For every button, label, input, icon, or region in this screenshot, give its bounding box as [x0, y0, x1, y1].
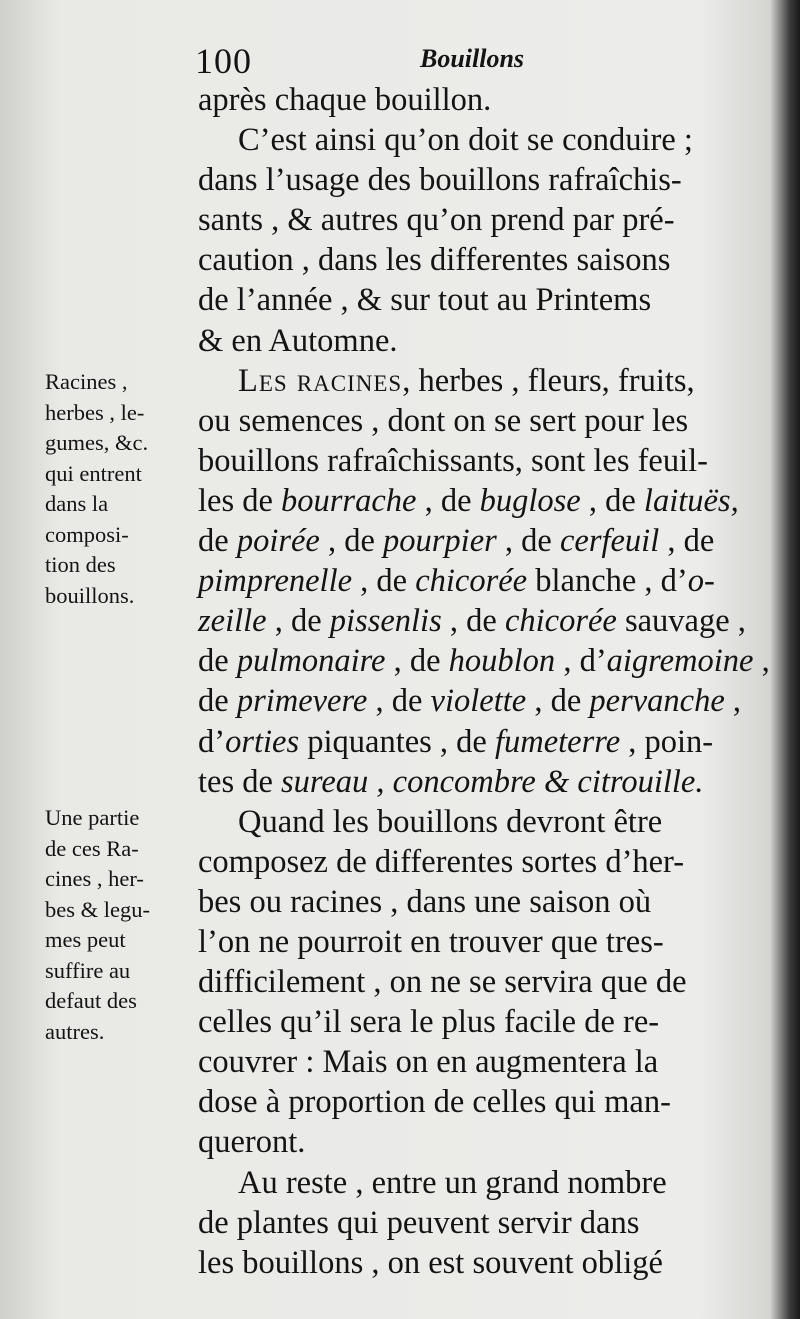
text-run: , de: [266, 603, 330, 640]
text-line: [198, 481, 758, 521]
margin-note-racines: [45, 367, 195, 611]
margin-note-line: qui entrent: [45, 460, 142, 486]
italic-run: pimprenelle: [198, 563, 353, 600]
paragraph-start: C’est ainsi qu’on doit se conduire ;: [238, 122, 693, 159]
margin-note-line: mes peut: [45, 927, 126, 952]
text-run: de: [198, 523, 237, 560]
italic-run: houblon: [448, 643, 556, 680]
italic-run: buglose: [479, 482, 581, 519]
text-line: dose à proportion de celles qui man-: [198, 1084, 671, 1121]
text-run: , de: [367, 683, 431, 720]
paragraph-start: [198, 361, 758, 401]
text-line: de l’année , & sur tout au Printems: [198, 282, 652, 319]
text-run: , de: [385, 643, 449, 680]
text-line: composez de differentes sortes d’her-: [198, 843, 685, 880]
text-run: d’: [198, 723, 226, 760]
text-line: [198, 601, 758, 641]
text-line: [198, 561, 758, 601]
text-run: , herbes , fleurs, fruits,: [402, 362, 695, 399]
text-run: , de: [580, 482, 644, 519]
italic-run: fumeterre: [494, 723, 621, 760]
text-line: bes ou racines , dans une saison où: [198, 883, 652, 920]
italic-run: pourpier: [383, 523, 497, 560]
margin-note-line: de ces Ra-: [45, 835, 139, 861]
margin-note-line: herbes , le-: [45, 399, 145, 425]
italic-run: poirée: [236, 523, 320, 560]
italic-run: zeille: [198, 603, 267, 640]
margin-note-line: dans la: [45, 491, 109, 516]
text-run: , de: [416, 482, 480, 519]
text-run: , de: [319, 523, 384, 560]
margin-note-line: cines , her-: [45, 866, 144, 891]
small-caps-lead: Les racines: [238, 362, 403, 399]
italic-run: sureau , concombre & citrouille.: [281, 763, 704, 800]
margin-note-line: Une partie: [45, 805, 140, 830]
text-line: sants , & autres qu’on prend par pré-: [198, 202, 675, 239]
text-run: , de: [441, 603, 505, 640]
italic-run: primevere: [236, 683, 368, 720]
margin-note-line: Racines ,: [45, 369, 128, 394]
text-run: , de: [659, 523, 715, 560]
text-run: de: [198, 643, 237, 680]
italic-run: pervanche: [589, 683, 725, 720]
text-run: , de: [496, 523, 560, 560]
text-run: sauvage ,: [616, 603, 746, 640]
text-run: , de: [352, 563, 416, 600]
text-line: [198, 641, 770, 681]
text-run: tes de: [198, 763, 282, 800]
margin-note-line: gumes, &c.: [45, 430, 149, 455]
italic-run: cerfeuil: [559, 523, 660, 560]
text-run: , de: [526, 683, 590, 720]
margin-note-line: bes & legu-: [45, 896, 150, 922]
text-line: après chaque bouillon.: [198, 82, 492, 118]
text-line: [198, 722, 758, 762]
text-run: les de: [198, 482, 282, 519]
text-line: difficilement , on ne se servira que de: [198, 964, 687, 1001]
margin-note-partie: [45, 803, 195, 1047]
running-head: Bouillons: [420, 44, 525, 73]
margin-note-line: composi-: [45, 521, 129, 547]
margin-note-line: bouillons.: [45, 582, 135, 608]
italic-run: o-: [687, 563, 715, 600]
text-run: , d’: [555, 643, 607, 680]
text-run: piquantes , de: [299, 723, 495, 760]
text-run: ,: [724, 683, 741, 720]
margin-note-line: tion des: [45, 552, 116, 577]
text-run: ,: [753, 643, 770, 680]
text-line: [198, 521, 758, 561]
text-line: [198, 762, 758, 802]
margin-note-line: autres.: [45, 1018, 105, 1044]
text-line: celles qu’il sera le plus facile de re-: [198, 1004, 660, 1041]
page-number: 100: [195, 41, 252, 81]
text-line: l’on ne pourroit en trouver que tres-: [198, 923, 664, 960]
text-line: bouillons rafraîchissants, sont les feuil-: [198, 442, 708, 479]
body-text: [198, 80, 770, 1283]
italic-run: violette: [430, 683, 527, 720]
italic-run: bourrache: [281, 482, 417, 519]
text-line: les bouillons , on est souvent obligé: [198, 1244, 663, 1281]
italic-run: laituës,: [643, 482, 739, 519]
text-run: blanche , d’: [527, 563, 688, 600]
text-line: & en Automne.: [198, 322, 398, 359]
paragraph-start: Au reste , entre un grand nombre: [238, 1164, 667, 1201]
text-run: de: [198, 683, 237, 720]
text-run: , poin-: [620, 723, 714, 760]
italic-run: pulmonaire: [236, 643, 386, 680]
italic-run: orties: [225, 723, 300, 760]
italic-run: aigremoine: [606, 643, 754, 680]
italic-run: pissenlis: [329, 603, 442, 640]
italic-run: chicorée: [504, 603, 617, 640]
paragraph-start: Quand les bouillons devront être: [238, 803, 663, 840]
text-line: dans l’usage des bouillons rafraîchis-: [198, 162, 682, 199]
text-line: couvrer : Mais on en augmentera la: [198, 1044, 659, 1081]
margin-note-line: suffire au: [45, 957, 131, 983]
text-line: de plantes qui peuvent servir dans: [198, 1204, 640, 1241]
italic-run: chicorée: [415, 563, 528, 600]
text-line: caution , dans les differentes saisons: [198, 242, 671, 279]
margin-note-line: defaut des: [45, 988, 137, 1013]
text-line: queront.: [198, 1124, 306, 1161]
text-line: ou semences , dont on se sert pour les: [198, 402, 689, 439]
text-line: [198, 681, 758, 721]
